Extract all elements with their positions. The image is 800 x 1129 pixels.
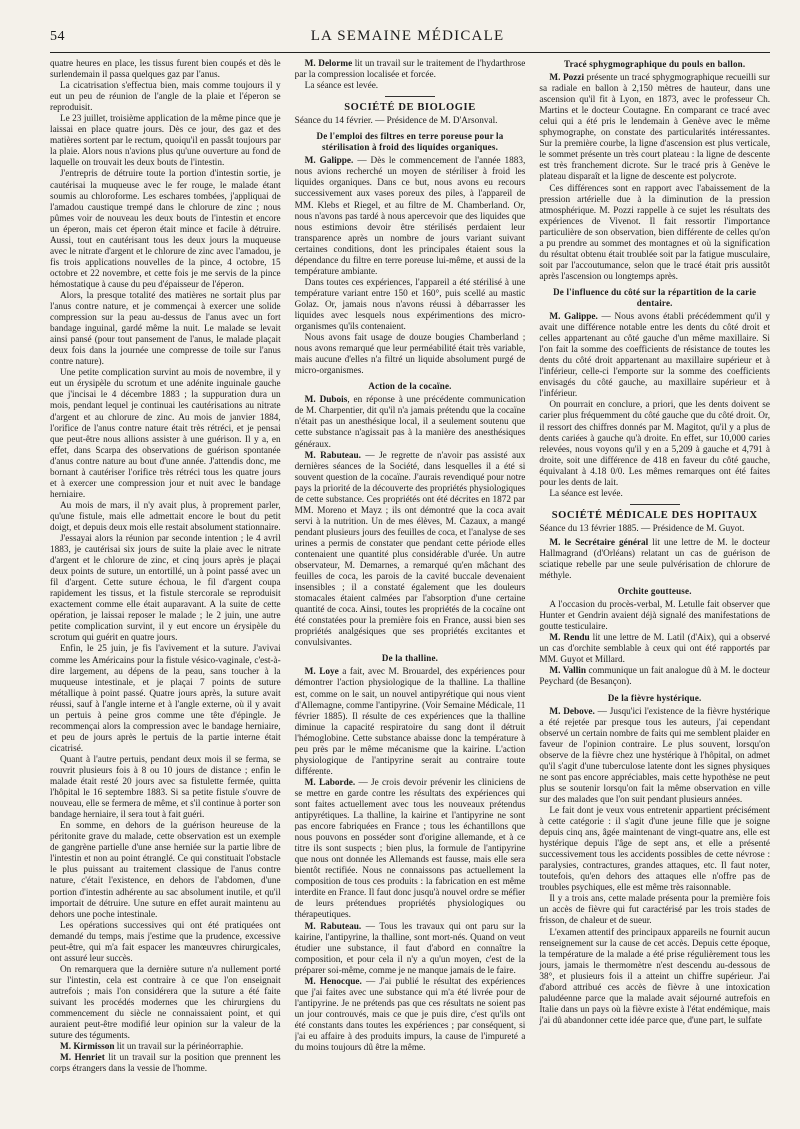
- article-title: Orchite goutteuse.: [617, 586, 692, 597]
- speaker-text: lit une lettre de M. le docteur Hallmagrand (d'Orléans) relatant un cas de guérison de sciatique rebelle par une seule pulvérisation de chlorure de méthyle.: [539, 537, 770, 582]
- paragraph: Le fait dont je veux vous entretenir appartient précisément à cette catégorie : il s'agit d'une jeune fille que je soigne depuis cinq ans, âgée maintenant de vingt-quatre ans, elle est hystérique depuis l'âge de sept ans, et elle a présenté successivement tous les accidents possibles de cette névrose : paralysies, contractures, grandes attaques, etc. Il faut noter, toutefois, qu'en dehors des attaques elle n'offre pas de troubles psychiques, elle est même très raisonnable.: [539, 806, 770, 894]
- paragraph: A l'occasion du procès-verbal, M. Letulle fait observer que Hunter et Gendrin avaient déjà signalé des manifestations de goutte testiculaire.: [539, 600, 770, 633]
- paragraph: [50, 1042, 281, 1053]
- speaker-text: — Jusqu'ici l'existence de la fièvre hystérique a été rejetée par presque tous les auteurs, j'ai cependant observé un certain nombre de faits qui me semblent plaider en faveur de l'opinion contraire. Le plus souvent, lorsqu'on observe de la fièvre chez une hystérique à l'hôpital, on admet qu'il s'agit d'une tuberculose latente dont les signes physiques ne sont pas encore appréciables, mais cette hypothèse ne peut plus se soutenir lorsqu'on fait la même observation en ville sur des malades que l'on suit pendant plusieurs années.: [539, 706, 770, 805]
- paragraph: [539, 707, 770, 806]
- paragraph: Au mois de mars, il n'y avait plus, à proprement parler, qu'une fistule, mais elle admettait encore le bout du petit doigt, et depuis deux mois elle restait absolument stationnaire.: [50, 500, 281, 533]
- speaker-name: M. Dubois: [304, 395, 348, 406]
- article-title: De la fièvre hystérique.: [607, 692, 702, 703]
- speaker-name: M. Debove.: [549, 706, 595, 717]
- speaker-text: présente un tracé sphygmographique recueilli sur sa radiale en ballon à 2,150 mètres de hauteur, dans une ascension qu'il fit à Lyon, en 1873, avec le professeur Ch. Martins et le docteur Coutagne. En comparant ce tracé avec celui qui a été pris le lendemain à Genève avec le même sphymographe, on constate des particularités intéressantes. Sur la première courbe, la ligne d'ascension est plus verticale, le sommet présente un très court plateau : la ligne de descente est très franchement dicrote. Sur le tracé pris à Genève le plateau disparaît et la ligne de descente est polycrote.: [539, 73, 770, 183]
- speaker-text: a fait, avec M. Brouardel, des expériences pour démontrer l'action physiologique de la thalline. La thalline est, comme on le sait, un nouvel antipyrétique qui nous vient d'Allemagne, comme l'antipyrine. (Voir Semaine Médicale, 11 février 1885). Il résulte de ces expériences que la thalline diminue la capacité respiratoire du sang dont il détruit l'hémoglobine. Cette substance abaisse donc la température à peu près par le même mécanisme que la kairine. L'action physiologique de l'antipyrine serait au contraire toute différente.: [294, 667, 526, 777]
- speaker-name: M. Henriet: [60, 1053, 105, 1064]
- paragraph: [539, 666, 770, 688]
- article-title: De l'influence du côté sur la répartition de la carie dentaire.: [553, 286, 757, 308]
- section-title: SOCIÉTÉ MÉDICALE DES HOPITAUX: [551, 509, 758, 521]
- paragraph: [539, 538, 770, 582]
- section-subtitle: Séance du 13 février 1885. — Présidence de M. Guyot.: [539, 523, 745, 534]
- adjournment: La séance est levée.: [304, 81, 379, 92]
- paragraph: [295, 59, 526, 81]
- speaker-text: communique un fait analogue dû à M. le docteur Peychard (de Besançon).: [539, 666, 770, 688]
- speaker-text: lit un travail sur la périnéorraphie.: [114, 1042, 244, 1053]
- speaker-text: lit une lettre de M. Latil (d'Aix), qui a observé un cas d'orchite semblable à ceux qui ont été rapportés par MM. Guyot et Millard.: [539, 633, 770, 666]
- speaker-name: M. Rabuteau.: [304, 921, 362, 932]
- paragraph: Les opérations successives qui ont été pratiquées ont demandé du temps, mais j'estime que la prudence, excessive peut-être, qui m'a fait espacer les manœuvres chirurgicales, ont assuré leur succès.: [50, 920, 281, 964]
- paragraph: [295, 156, 526, 278]
- page-number: 54: [50, 29, 65, 44]
- section-title: SOCIÉTÉ DE BIOLOGIE: [344, 102, 476, 114]
- paragraph: [295, 451, 526, 650]
- speaker-name: M. Loye: [304, 667, 339, 678]
- speaker-text: — Je crois devoir prévenir les cliniciens de se mettre en garde contre les résultats des expériences qui sont faites actuellement avec tous les nouveaux prétendus antipyrétiques. La thalline, la kairine et l'antipyrine ne sont pas encore fabriquées en France ; tous les échantillons que nous pouvons en posséder sont d'origine allemande, et à ce titre ils sont suspects ; bien plus, la formule de l'antipyrine que nous ont donnée les Allemands est fausse, mais elle sera bientôt rectifiée. Nous ne connaissons pas actuellement la composition de tous ces produits : la fabrication en est même interdite en France. Il faut donc jusqu'à nouvel ordre se méfier de leurs prétendues propriétés physiologiques ou thérapeutiques.: [294, 777, 526, 921]
- article-title: De l'emploi des filtres en terre poreuse pour la stérilisation à froid des liquides organiques.: [316, 131, 504, 153]
- paragraph: [295, 667, 526, 777]
- section-subtitle: Séance du 14 février. — Présidence de M. D'Arsonval.: [294, 116, 498, 127]
- divider: [385, 96, 435, 97]
- speaker-text: — J'ai publié le résultat des expériences que j'ai faites avec une substance qui m'a été livrée pour de l'antipyrine. Je ne prétends pas que ces résultats ne soient pas un jour controuvés, mais ce que je puis dire, c'est qu'ils ont été constants dans toutes les expériences ; par conséquent, si j'ai eu affaire à des produits impurs, la cause de l'impureté a du moins toujours dû être la même.: [294, 976, 526, 1054]
- article-title: De la thalline.: [381, 653, 439, 664]
- speaker-name: M. Pozzi: [549, 73, 585, 84]
- column-left: [50, 59, 281, 1119]
- paragraph: Alors, la presque totalité des matières ne sortait plus par l'anus contre nature, et je commençai à exercer une solide compression sur la peau au-dessus de l'anus avec un fort bandage inguinal, gardé même la nuit. Le malade se levait ainsi pansé (pour tout pansement de l'anus, le malade plaçait deux fois dans la journée une compresse de toile sur l'anus contre nature).: [50, 290, 281, 368]
- speaker-text: lit un travail sur le traitement de l'hydarthrose par la compression localisée et forcée.: [294, 59, 526, 81]
- page-header: [50, 28, 770, 48]
- paragraph: [295, 395, 526, 450]
- paragraph: Le 23 juillet, troisième application de la même pince que je laissai en place quatre jours. Dès ce jour, des gaz et des matières sortent par le rectum, quoiqu'il en passât toujours par la plaie. Alors nous n'avions plus qu'une ouverture au fond de laquelle on trouvait les deux bouts de l'intestin.: [50, 114, 281, 169]
- divider: [630, 504, 680, 505]
- journal-title: LA SEMAINE MÉDICALE: [310, 28, 505, 44]
- paragraph: Quant à l'autre pertuis, pendant deux mois il se ferma, se rouvrit plusieurs fois à 8 ou 10 jours de distance ; enfin le malade était resté 20 jours avec sa fistulette fermée, quitta l'hôpital le 16 septembre 1883. Si sa petite fistule s'ouvre de nouveau, elle se fermera de même, et s'il continue à porter son bandage herniaire, il sera tout à fait guéri.: [50, 754, 281, 821]
- speaker-name: M. Delorme: [304, 59, 353, 69]
- paragraph: La cicatrisation s'effectua bien, mais comme toujours il y eut un peu de réunion de l'angle de la plaie et l'éperon se reproduisit.: [50, 81, 281, 114]
- paragraph: Ces différences sont en rapport avec l'abaissement de la pression artérielle due à la diminution de la pression atmosphérique. M. Pozzi rappelle à ce sujet les résultats des expériences de Vivenot. Il fait ressortir l'importance particulière de son observation, bien différente de celles qu'on a pu prendre au sommet des montagnes et où la signification du résultat obtenu était troublée soit par la fatigue musculaire, soit par l'accoutumance, selon que le tracé était pris aussitôt après l'ascension ou longtemps après.: [539, 183, 770, 282]
- header-rule: [50, 52, 770, 53]
- speaker-text: — Dès le commencement de l'année 1883, nous avions recherché un moyen de stériliser à froid les liquides organiques. Dans ce but, nous avons eu recours successivement aux vases poreux des piles, à l'appareil de MM. Klebs et Riegel, et au filtre de M. Chamberland. Or, nous n'avons pas tardé à nous apercevoir que des liquides que nous estimions devoir être stérilisés perdaient leur transparence après un nombre de jours variant suivant certaines conditions, dont les principales étaient sous la dépendance du filtre en terre poreuse lui-même, et aussi de la température ambiante.: [294, 156, 526, 277]
- paragraph: [539, 312, 770, 400]
- paragraph: J'entrepris de détruire toute la portion d'intestin sortie, je cautérisai la muqueuse avec le fer rouge, le malade étant soumis au chloroforme. Les eschares tombées, j'appliquai de l'amadou caustique trempé dans le chlorure de zinc ; nous pûmes voir de nouveau les deux bouts de l'intestin et encore un éperon, mais cet éperon était mince et facile à détruire. Aussi, tout en cautérisant tous les deux jours la muqueuse avec le nitrate d'argent et le chlorure de zinc avec l'amadou, je fis trois applications nouvelles de la pince, 4 octobre, 15 octobre et 22 novembre, et cette fois je me servis de la pince hémostatique à cause du peu d'épaisseur de l'éperon.: [50, 169, 281, 290]
- paragraph: quatre heures en place, les tissus furent bien coupés et dès le surlendemain il passa quelques gaz par l'anus.: [50, 59, 281, 81]
- paragraph: [295, 778, 526, 922]
- speaker-name: M. Galippe.: [304, 156, 354, 167]
- speaker-text: — Nous avons établi précédemment qu'il y avait une différence notable entre les dents du côté droit et celles appartenant au côté gauche d'un même maxillaire. Si l'on fait la somme des coefficients de résistance de toutes les dents du côté droit appartenant au maxillaire supérieur et à l'inférieur, celle-ci l'emporte sur la somme des coefficients envisagés du côté gauche, au maxillaire supérieur et à l'inférieur.: [539, 312, 770, 400]
- paragraph: J'essayai alors la réunion par seconde intention ; le 4 avril 1883, je cautérisai six jours de suite la plaie avec le nitrate d'argent et le chlorure de zinc, et cinq jours après je plaçai deux points de suture, un entortillé, un à point passé avec un fil d'argent. Cette suture échoua, le fil d'argent coupa rapidement les tissus, et la fistule stercorale se reproduisit exactement comme elle était auparavant. A la suite de cette opération, je laissai reposer le malade ; le 2 juin, une autre petite complication survint, il y eut encore un érysipèle du scrotum qui guérit en quatre jours.: [50, 534, 281, 644]
- paragraph: Dans toutes ces expériences, l'appareil a été stérilisé à une température variant entre 150 et 160°, puis scellé au mastic Golaz. Or, jamais nous n'avons réussi à débarrasser les liquides avec lesquels nous expérimentions des micro-organismes qu'ils contenaient.: [294, 277, 526, 333]
- paragraph: Enfin, le 25 juin, je fis l'avivement et la suture. J'avivai comme les Américains pour la fistule vésico-vaginale, c'est-à-dire largement, au dépens de la peau, sans toucher à la muqueuse intestinale, et je plaçai 7 points de suture métallique à point passé. Quatre jours après, la suture avait réussi, sauf à l'angle interne et à l'angle externe, où il y avait un pertuis à peine gros comme une tête d'épingle. Je recommençai alors la compression avec le bandage herniaire, et peu de jours après le pertuis de la partie interne était cicatrisé.: [50, 644, 281, 754]
- paragraph: [50, 1053, 281, 1075]
- paragraph: [295, 922, 526, 977]
- paragraph: Nous avons fait usage de douze bougies Chamberland ; nous avons remarqué que leur perméabilité était très variable, mais aucune d'elles n'a filtré un liquide absolument purgé de micro-organismes.: [294, 333, 526, 377]
- adjournment: La séance est levée.: [549, 488, 623, 499]
- speaker-text: lit un travail sur la position que prennent les corps étrangers dans la vessie de l'homme.: [50, 1053, 281, 1075]
- paragraph: Une petite complication survint au mois de novembre, il y eut un érysipèle du scrotum et une adénite inguinale gauche que j'incisai le 4 décembre 1883 ; la suppuration dura un mois, pendant lequel je continuai les cautérisations au nitrate d'argent et au chlorure de zinc. Au mois de janvier 1884, l'orifice de l'anus contre nature était très rétréci, et je pensai que peut-être nous allions assister à une guérison. Il y a, en effet, dans Scarpa des observations de guérison spontanée d'anus contre nature au bout d'une année. J'attendis donc, me bornant à cautériser l'orifice très rétréci tous les quatre jours et à exercer une compression jour et nuit avec le bandage herniaire.: [50, 368, 281, 500]
- article-title: Tracé sphygmographique du pouls en ballon.: [564, 59, 746, 69]
- paragraph: En somme, en dehors de la guérison heureuse de la péritonite grave du malade, cette observation est un exemple de gangrène partielle d'une anse herniée sur la partie libre de l'intestin et non au point étranglé. Ce qui constituait l'obstacle le plus puissant au traitement classique de l'anus contre nature, c'était l'existence, en dehors de l'abdomen, d'une portion d'intestin adhérente au sac absolument inutile, et qu'il importait de détruire. Une suture en effet aurait maintenu au dehors une poche intestinale.: [50, 821, 281, 920]
- speaker-text: — Tous les travaux qui ont paru sur la kairine, l'antipyrine, la thalline, sont mort-nés. Quand on veut étudier une substance, il faut d'abord en connaître la composition, et pour cela il n'y a qu'un moyen, c'est de la préparer soi-même, comme je ne manque jamais de le faire.: [294, 921, 526, 976]
- speaker-name: M. Kirmisson: [60, 1042, 115, 1053]
- column-right: [539, 59, 770, 1119]
- paragraph: L'examen attentif des principaux appareils ne fournit aucun renseignement sur la cause de cet accès. Depuis cette époque, la température de la malade a été prise régulièrement tous les jours, jamais le thermomètre n'est descendu au-dessous de 38°, et plusieurs fois il a atteint un chiffre supérieur. J'ai d'abord attribué ces accès de fièvre à une intoxication paludéenne parce que la malade avait séjourné autrefois en Italie dans un pays où la fièvre existe à l'état endémique, mais j'ai dû abandonner cette idée parce que, d'une part, le sulfate: [539, 927, 770, 1026]
- paragraph: [539, 73, 770, 183]
- speaker-name: M. Vallin: [549, 666, 587, 677]
- speaker-name: M. Galippe.: [549, 312, 598, 323]
- article-title: Action de la cocaïne.: [368, 381, 452, 392]
- speaker-text: , en réponse à une précédente communication de M. Charpentier, dit qu'il n'a jamais prétendu que la cocaïne n'était pas un anesthésique local, il a seulement soutenu que cette substance n'agissait pas à la manière des anesthésiques généraux.: [294, 395, 526, 450]
- paragraph: Il y a trois ans, cette malade présenta pour la première fois un accès de fièvre qui fut caractérisé par les trois stades de frisson, de chaleur et de sueur.: [539, 894, 770, 927]
- speaker-name: M. Laborde.: [304, 777, 356, 788]
- speaker-name: M. Rendu: [549, 633, 590, 644]
- paragraph: On pourrait en conclure, a priori, que les dents doivent se carier plus fréquemment du côté gauche que du côté droit. Or, il ressort des chiffres donnés par M. Magitot, qu'il y a plus de dents cariées à gauche qu'à droite. En effet, sur 10,000 caries relevées, nous voyons qu'il y en a 5,209 à gauche et 4,791 à droite, soit une différence de 418 en faveur du côté gauche, équivalant à 4.18 0/0. Les mêmes remarques ont été faites pour les dents de lait.: [539, 400, 770, 488]
- speaker-name: M. le Secrétaire général: [549, 537, 649, 548]
- paragraph: [539, 633, 770, 666]
- speaker-text: — Je regrette de n'avoir pas assisté aux dernières séances de la Société, dans lesquelles il a été si souvent question de la cocaïne. J'aurais revendiqué pour notre pays la priorité de la découverte des propriétés physiologiques de cette substance. Ces propriétés ont été décrites en 1872 par MM. Moreno et Mayz ; ils ont démontré que la coca avait servi à la nutrition. Un de mes élèves, M. Cazaux, a mangé pendant plusieurs jours des feuilles de coca, et l'analyse de ses urines a permis de constater que pendant cette période elles contenaient une quantité plus considérable d'urée. Un autre observateur, M. Demarnes, a remarqué qu'en mâchant des feuilles de coca, les parois de la cavité buccale devenaient insensibles ; il a constaté également que les douleurs stomacales étaient calmées par l'absorption d'une certaine quantité de coca. Ainsi, toutes les propriétés de la cocaïne ont été constatées pour la première fois en France, aussi bien ses propriétés analgésiques que ses propriétés excitantes et convulsivantes.: [294, 450, 526, 649]
- speaker-name: M. Henocque.: [304, 976, 362, 987]
- column-middle: [295, 59, 526, 1119]
- paragraph: [295, 977, 526, 1054]
- text-columns: [50, 59, 770, 1119]
- speaker-name: M. Rabuteau.: [304, 450, 361, 461]
- paragraph: On remarquera que la dernière suture n'a nullement porté sur l'intestin, cela est contraire à ce que l'on enseignait autrefois ; mais l'on considérera que la suture a été faite suivant les procédés modernes que les chirurgiens du commencement du siècle ne connaissaient point, et qui auraient peut-être modifié leur opinion sur la valeur de la suture des téguments.: [50, 964, 281, 1042]
